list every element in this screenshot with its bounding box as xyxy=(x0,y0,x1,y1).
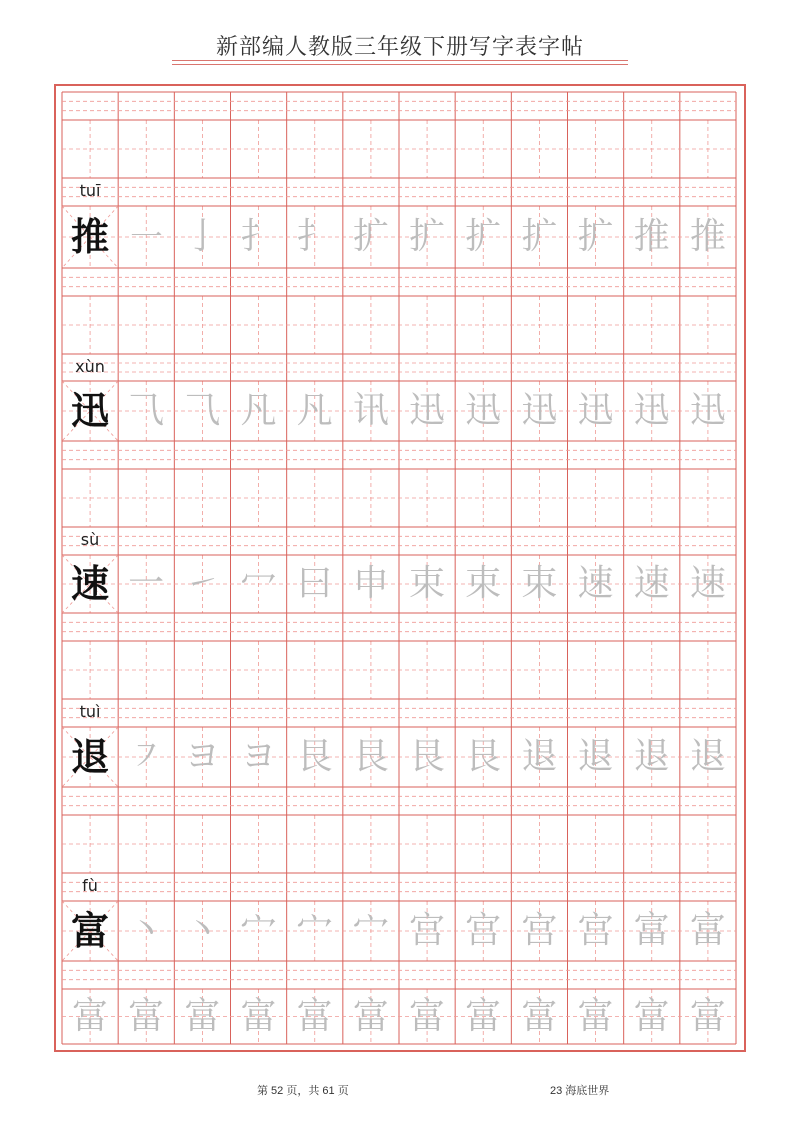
stroke-order-step: 退 xyxy=(577,736,614,777)
stroke-order-step: ㇇ xyxy=(128,736,165,777)
stroke-order-step: 艮 xyxy=(408,736,445,777)
stroke-order-step: 丶 xyxy=(128,910,165,951)
stroke-order-step: 扩 xyxy=(408,216,445,257)
stroke-order-step: ⺄ xyxy=(184,390,221,431)
stroke-order-step: 宀 xyxy=(296,910,333,951)
stroke-order-step: 宀 xyxy=(240,910,277,951)
pinyin-label: tuì xyxy=(79,702,101,721)
trace-character: 富 xyxy=(521,995,558,1037)
stroke-order-step: 宫 xyxy=(521,910,558,951)
stroke-order-step: 一 xyxy=(128,563,165,604)
trace-character: 富 xyxy=(71,995,108,1037)
stroke-order-step: 迅 xyxy=(577,390,614,431)
stroke-order-step: 富 xyxy=(633,910,670,951)
stroke-order-step: 宫 xyxy=(577,910,614,951)
stroke-order-step: 艮 xyxy=(352,736,389,777)
stroke-order-step: ヨ xyxy=(240,736,277,777)
trace-character: 富 xyxy=(633,995,670,1037)
stroke-order-step: 宫 xyxy=(408,910,445,951)
model-character: 迅 xyxy=(70,388,109,433)
pinyin-label: tuī xyxy=(79,181,101,200)
stroke-order-step: 凡 xyxy=(296,390,333,431)
stroke-order-step: 讯 xyxy=(352,390,389,431)
stroke-order-step: 申 xyxy=(352,563,389,604)
stroke-order-step: 富 xyxy=(689,910,726,951)
stroke-order-step: 扩 xyxy=(465,216,502,257)
stroke-order-step: 亅 xyxy=(184,216,221,257)
stroke-order-step: 冖 xyxy=(240,563,277,604)
stroke-order-step: 推 xyxy=(633,216,670,257)
stroke-order-step: 迅 xyxy=(408,390,445,431)
stroke-order-step: 扩 xyxy=(521,216,558,257)
trace-character: 富 xyxy=(240,995,277,1037)
stroke-order-step: 推 xyxy=(689,216,726,257)
stroke-order-step: 扌 xyxy=(296,216,333,257)
model-character: 速 xyxy=(70,561,109,606)
source-info: 23 海底世界 xyxy=(550,1085,610,1097)
stroke-order-step: 迅 xyxy=(521,390,558,431)
stroke-order-step: 宀 xyxy=(352,910,389,951)
stroke-order-step: 束 xyxy=(408,563,445,604)
stroke-order-step: ヨ xyxy=(184,736,221,777)
stroke-order-step: 扩 xyxy=(577,216,614,257)
trace-character: 富 xyxy=(128,995,165,1037)
trace-character: 富 xyxy=(465,995,502,1037)
stroke-order-step: 艮 xyxy=(465,736,502,777)
stroke-order-step: ⺄ xyxy=(128,390,165,431)
stroke-order-step: 迅 xyxy=(633,390,670,431)
stroke-order-step: 扩 xyxy=(352,216,389,257)
stroke-order-step: 速 xyxy=(689,563,726,604)
stroke-order-step: 速 xyxy=(633,563,670,604)
stroke-order-step: 宫 xyxy=(465,910,502,951)
stroke-order-step: 退 xyxy=(521,736,558,777)
trace-character: 富 xyxy=(408,995,445,1037)
pinyin-label: sù xyxy=(80,530,100,549)
page-info: 第 52 页，共 61 页 xyxy=(257,1085,349,1097)
model-character: 推 xyxy=(70,214,109,259)
trace-character: 富 xyxy=(352,995,389,1037)
stroke-order-step: 退 xyxy=(633,736,670,777)
pinyin-label: xùn xyxy=(75,357,105,376)
model-character: 富 xyxy=(70,908,109,953)
stroke-order-step: 凡 xyxy=(240,390,277,431)
pinyin-label: fù xyxy=(82,876,98,895)
stroke-order-step: 丶 xyxy=(184,910,221,951)
model-character: 退 xyxy=(70,734,109,779)
trace-character: 富 xyxy=(689,995,726,1037)
stroke-order-step: 迅 xyxy=(689,390,726,431)
stroke-order-step: 退 xyxy=(689,736,726,777)
stroke-order-step: 速 xyxy=(577,563,614,604)
stroke-order-step: 束 xyxy=(521,563,558,604)
trace-character: 富 xyxy=(577,995,614,1037)
stroke-order-step: ㇀ xyxy=(184,563,221,604)
stroke-order-step: ㇐ xyxy=(128,216,165,257)
stroke-order-step: 艮 xyxy=(296,736,333,777)
trace-character: 富 xyxy=(184,995,221,1037)
page-title: 新部编人教版三年级下册写字表字帖 xyxy=(215,35,584,60)
stroke-order-step: 束 xyxy=(465,563,502,604)
stroke-order-step: 扌 xyxy=(240,216,277,257)
stroke-order-step: 曰 xyxy=(296,563,333,604)
stroke-order-step: 迅 xyxy=(465,390,502,431)
trace-character: 富 xyxy=(296,995,333,1037)
